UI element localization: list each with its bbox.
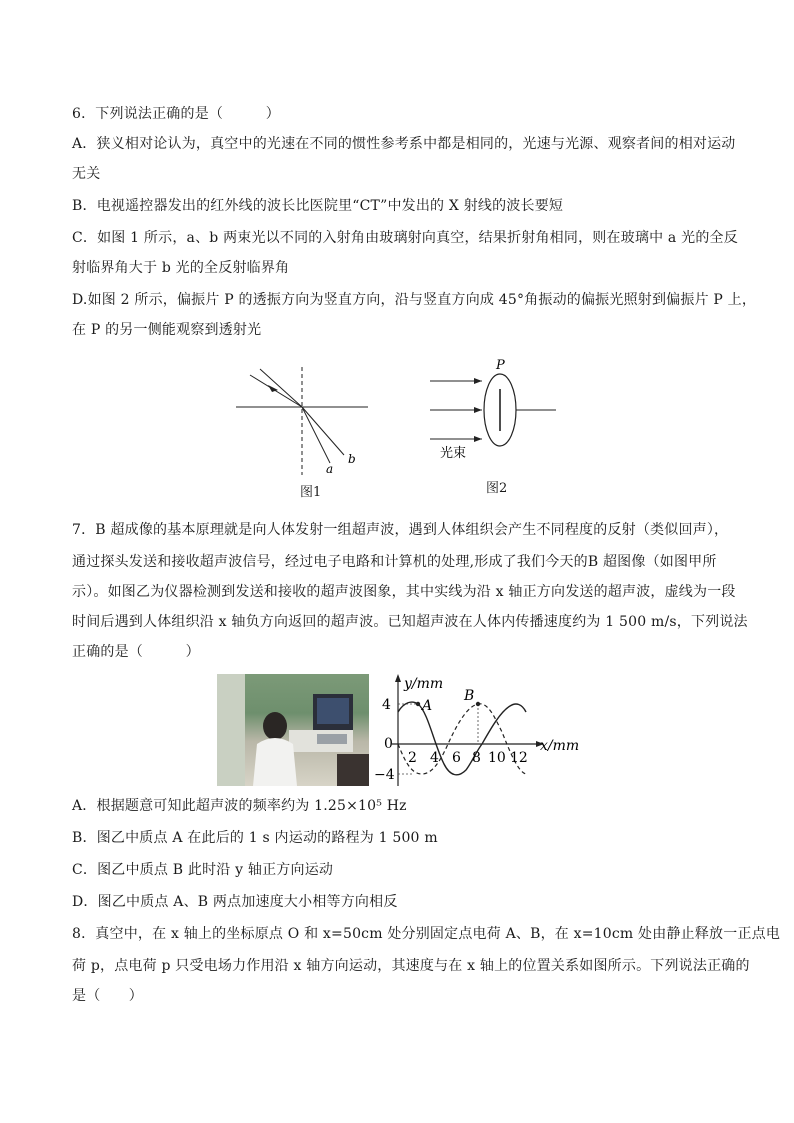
q7-option-d: D．图乙中质点 A、B 两点加速度大小相等方向相反 [72,894,398,910]
q6-option-b: B．电视遥控器发出的红外线的波长比医院里“CT”中发出的 X 射线的波长要短 [72,198,564,214]
q8-stem-line3: 是（ ） [72,988,143,1004]
graph-ylabel: y/mm [404,676,444,692]
graph-ytick-neg: −4 [374,767,395,783]
fig1-label-b: b [348,452,356,466]
q6-option-d-line1: D.如图 2 所示，偏振片 P 的透振方向为竖直方向，沿与竖直方向成 45°角振动的偏振光照射到偏振片 P 上， [72,292,757,308]
fig2-label-beam: 光束 [440,446,467,461]
q7-stem-line5: 正确的是（ ） [72,644,200,660]
graph-point-a-label: A [422,698,433,714]
wave-graph [372,672,584,790]
q8-stem-line1: 8．真空中，在 x 轴上的坐标原点 O 和 x=50cm 处分别固定点电荷 A、B，在 x=10cm 处由静止释放一正点电 [72,926,781,942]
point-a-marker [416,702,420,706]
q7-stem-line3: 示）。如图乙为仪器检测到发送和接收的超声波图象，其中实线为沿 x 轴正方向发送的超声波，虚线为一段 [72,584,736,600]
q7-option-b: B．图乙中质点 A 在此后的 1 s 内运动的路程为 1 500 m [72,830,438,846]
q7-stem-line4: 时间后遇到人体组织沿 x 轴负方向返回的超声波。已知超声波在人体内传播速度约为 1 500 m/s，下列说法 [72,614,748,630]
q6-option-d-line2: 在 P 的另一侧能观察到透射光 [72,322,262,338]
figure-2-polarizer [424,355,564,470]
q6-option-c-line1: C．如图 1 所示，a、b 两束光以不同的入射角由玻璃射向真空，结果折射角相同，则在玻璃中 a 光的全反 [72,230,738,246]
ultrasound-photo [217,674,369,786]
q6-option-a-line1: A．狭义相对论认为，真空中的光速在不同的惯性参考系中都是相同的，光速与光源、观察者间的相对运动 [72,136,736,152]
q7-option-a: A．根据题意可知此超声波的频率约为 1.25×10⁵ Hz [72,798,407,814]
q7-option-c: C．图乙中质点 B 此时沿 y 轴正方向运动 [72,862,334,878]
q6-option-c-line2: 射临界角大于 b 光的全反射临界角 [72,260,290,276]
q7-stem-line2: 通过探头发送和接收超声波信号，经过电子电路和计算机的处理,形成了我们今天的B 超图像（如图甲所 [72,554,717,570]
fig2-label-p: P [496,358,505,373]
fig1-label-a: a [326,462,334,476]
graph-xlabel: x/mm [540,738,580,754]
q8-stem-line2: 荷 p，点电荷 p 只受电场力作用沿 x 轴方向运动，其速度与在 x 轴上的位置关系如图所示。下列说法正确的 [72,958,750,974]
graph-xtick: 4 [430,750,439,766]
solid-wave [398,702,526,775]
graph-xtick: 12 [510,750,528,766]
dashed-wave [398,704,526,774]
q6-option-a-line2: 无关 [72,166,101,182]
graph-xtick: 6 [452,750,461,766]
graph-xtick: 2 [408,750,417,766]
q6-stem: 6．下列说法正确的是（ ） [72,106,280,122]
graph-xtick: 10 [488,750,506,766]
figure-1-caption: 图1 [300,485,322,500]
point-b-marker [476,702,480,706]
graph-xtick: 8 [472,750,481,766]
figure-1-refraction [232,365,372,500]
figure-2-caption: 图2 [486,481,508,496]
q7-stem-line1: 7．B 超成像的基本原理就是向人体发射一组超声波，遇到人体组织会产生不同程度的反射（类似回声）， [72,522,729,538]
graph-point-b-label: B [464,688,475,704]
graph-ytick-pos: 4 [382,697,391,713]
graph-ytick-zero: 0 [384,736,393,752]
